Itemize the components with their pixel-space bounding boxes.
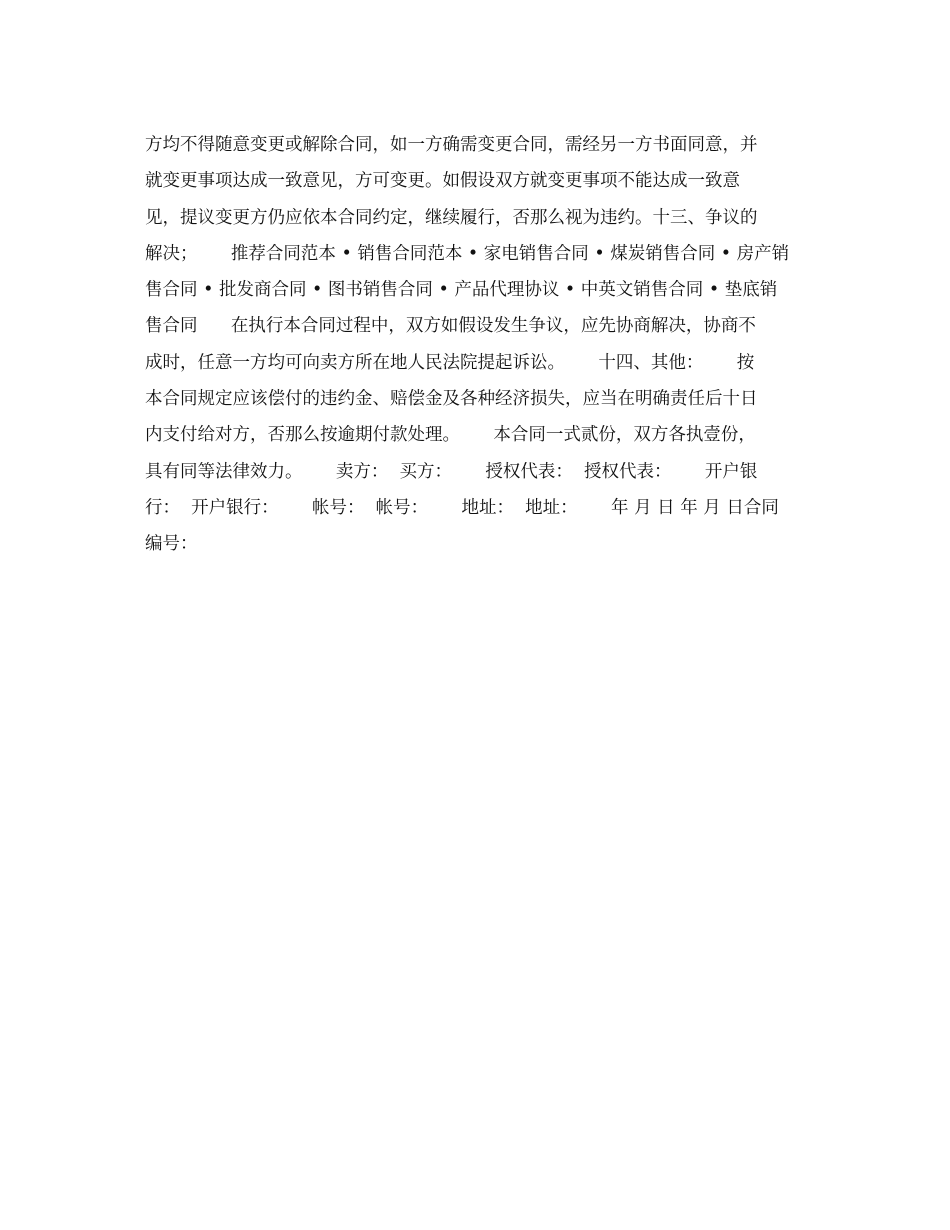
text-line-4: 解决； 推荐合同范本 • 销售合同范本 • 家电销售合同 • 煤炭销售合同 • 房产销 bbox=[145, 243, 790, 264]
contract-text bbox=[145, 127, 810, 563]
text-line-6: 售合同 在执行本合同过程中，双方如假设发生争议，应先协商解决，协商不 bbox=[145, 316, 756, 337]
text-line-1: 方均不得随意变更或解除合同，如一方确需变更合同，需经另一方书面同意，并 bbox=[145, 135, 758, 155]
text-line-8: 本合同规定应该偿付的违约金、赔偿金及各种经济损失，应当在明确责任后十日 bbox=[145, 389, 758, 410]
text-line-10: 具有同等法律效力。 卖方： 买方： 授权代表： 授权代表： 开户银 bbox=[145, 461, 758, 482]
text-line-5: 售合同 • 批发商合同 • 图书销售合同 • 产品代理协议 • 中英文销售合同 • 垫底销 bbox=[145, 280, 778, 301]
text-line-9: 内支付给对方，否那么按逾期付款处理。 本合同一式贰份，双方各执壹份， bbox=[145, 425, 756, 446]
text-line-7: 成时，任意一方均可向卖方所在地人民法院提起诉讼。 十四、其他： 按 bbox=[145, 352, 755, 373]
text-line-12: 编号： bbox=[145, 534, 198, 555]
text-line-3: 见，提议变更方仍应依本合同约定，继续履行，否那么视为违约。十三、争议的 bbox=[145, 207, 758, 228]
text-line-2: 就变更事项达成一致意见，方可变更。如假设双方就变更事项不能达成一致意 bbox=[145, 171, 740, 192]
text-line-11: 行： 开户银行： 帐号： 帐号： 地址： 地址： 年 月 日 年 月 日合同 bbox=[145, 497, 779, 518]
